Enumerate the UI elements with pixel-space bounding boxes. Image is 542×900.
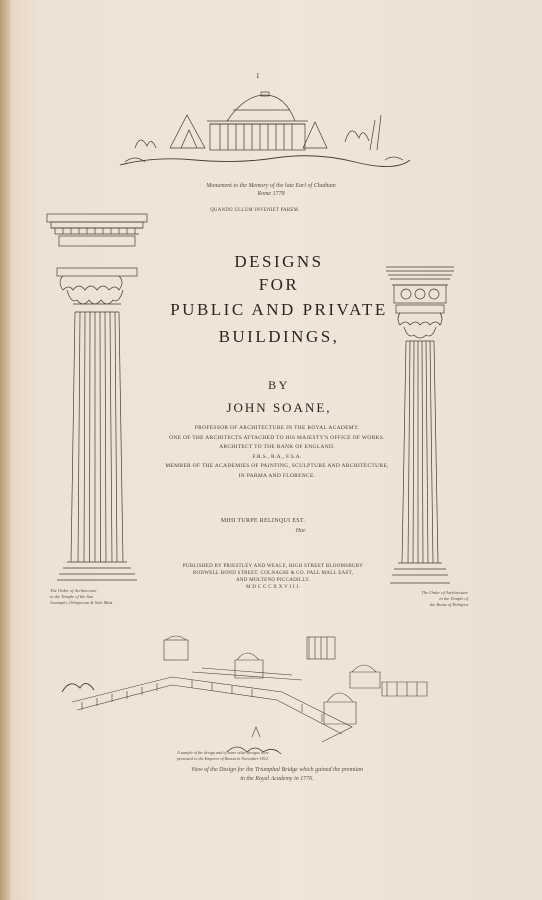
bottom-vignette-caption <box>6 766 542 784</box>
caption-line: in the Royal Academy in 1776. <box>240 776 314 782</box>
caption-line: in the Temple of the Sun <box>50 594 94 599</box>
caption-line: Rome 1778 <box>257 191 285 197</box>
title-line: BUILDINGS, <box>218 327 340 346</box>
caption-line: in the Temple of <box>439 596 468 601</box>
title-line: DESIGNS <box>234 252 324 271</box>
credential-line: IN PARMA AND FLORENCE. <box>238 472 316 479</box>
credential-line: PROFESSOR OF ARCHITECTURE IN THE ROYAL ACADEMY. <box>194 425 360 431</box>
credentials <box>6 424 542 482</box>
caption-line: presented to the Emperor of Russia in November 1812. <box>177 755 269 761</box>
caption-line: Monument to the Memory of the late Earl of Chatham <box>206 183 336 189</box>
triumphal-bridge-engraving <box>52 632 432 762</box>
top-motto: QUANDO ULLUM INVENIET PAREM. <box>210 208 300 213</box>
quote: MIHI TURPE RELINQUI EST. <box>220 518 306 524</box>
caption-line: The Order of Architecture <box>50 588 97 593</box>
caption-line: A sample of the design and of some other designs were <box>177 750 269 755</box>
publisher-line: M D C C C X X V I I I. <box>245 585 301 590</box>
quote-source: Hor. <box>295 528 307 534</box>
caption-line: Guamplo, Olimpicum & Sole Matt. <box>50 600 114 605</box>
caption-line: the Ruins of Palmyra <box>429 602 468 607</box>
title-line: FOR <box>258 275 300 294</box>
caption-line: The Order of Architecture <box>421 590 468 595</box>
by-line: BY <box>268 378 290 392</box>
publisher-imprint <box>2 563 542 591</box>
top-vignette-caption <box>0 182 542 198</box>
page-number: 1 <box>256 72 260 80</box>
credential-line: ARCHITECT TO THE BANK OF ENGLAND. <box>219 444 335 451</box>
monument-engraving <box>115 90 415 180</box>
right-column-caption <box>388 590 468 608</box>
publisher-line: RODWELL BOND STREET, COLNAGHI & CO. PALL MALL EAST, <box>192 571 354 576</box>
author-name: JOHN SOANE, <box>226 400 332 415</box>
credential-line: ONE OF THE ARCHITECTS ATTACHED TO HIS MAJESTY'S OFFICE OF WORKS. <box>169 434 385 441</box>
publisher-line: PUBLISHED BY PRIESTLEY AND WEALE, HIGH STREET BLOOMSBURY <box>182 564 364 569</box>
title-line: PUBLIC AND PRIVATE <box>170 300 388 319</box>
bottom-left-caption <box>118 750 328 761</box>
credential-line: MEMBER OF THE ACADEMIES OF PAINTING, SCULPTURE AND ARCHITECTURE, <box>165 463 389 470</box>
credential-line: F.R.S., R.A., F.S.A. <box>252 453 302 460</box>
caption-line: View of the Design for the Triumphal Bridge which gained the premium <box>191 767 363 773</box>
publisher-line: AND MOLTENO PICCADILLY. <box>235 578 311 583</box>
left-column-caption <box>50 588 140 606</box>
